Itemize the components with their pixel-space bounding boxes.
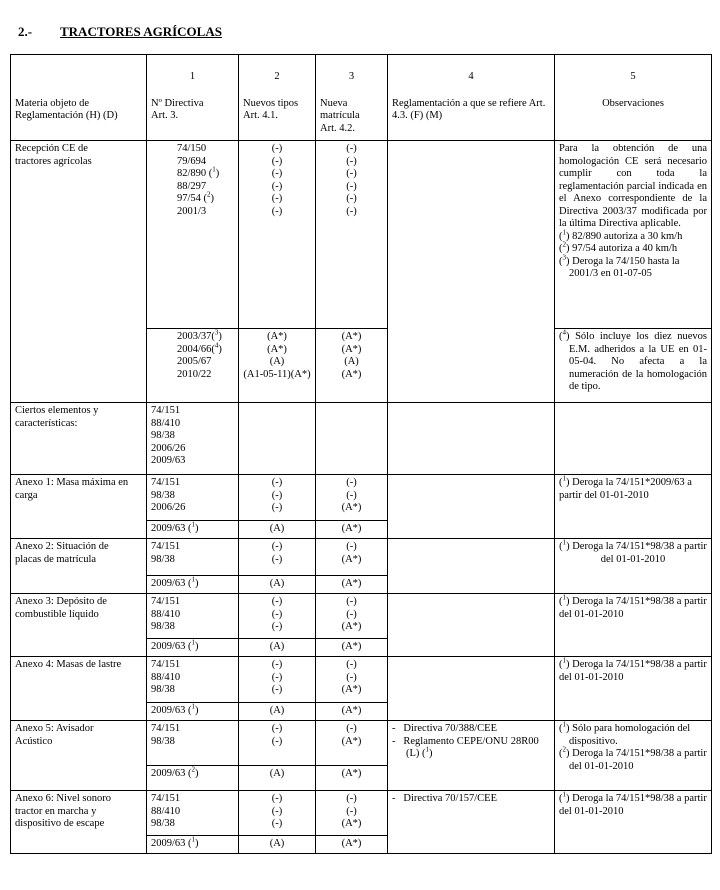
table-row — [11, 403, 712, 475]
table-row: Anexo 6: Nivel sonoro tractor en marcha y dispositivo de escape 74/151 88/410 98/38 (-) (-) (-) (-) (-) (A*) - Directiva 70/157/CEE ($^1$) Deroga la 74/151*98/38 a partir del 01-01-2010 — [11, 791, 712, 836]
nuevos-tipos-cell: (A*) (A*) (A) (A1-05-11)(A*) — [239, 329, 316, 403]
header-col-nuevos-tipos: 2 Nuevos tipos Art. 4.1. — [239, 55, 316, 141]
header-col-reglamentacion: 4 Reglamentación a que se refiere Art. 4.3. (F) (M) — [388, 55, 555, 141]
materia-cell: Anexo 1: Masa máxima en carga — [11, 475, 147, 539]
materia-cell: Recepción CE de tractores agrícolas — [11, 141, 147, 403]
section-heading — [18, 24, 222, 40]
table-row: 2009/63 ($^1$) (A) (A*) — [11, 836, 712, 854]
directiva-cell: 74/151 98/38 2006/26 — [147, 475, 239, 521]
observaciones-cell: ($^1$) Sólo para homologación del dispositivo. ($^2$) Deroga la 74/151*98/38 a partir del 01-01-2010 — [555, 721, 712, 791]
materia-cell: Anexo 2: Situación de placas de matrícula — [11, 539, 147, 594]
table-row: Anexo 3: Depósito de combustible líquido 74/151 88/410 98/38 (-) (-) (-) (-) (-) (A*) ($^1$) Deroga la 74/151*98/38 a partir del 01-01-2010 — [11, 594, 712, 639]
regulation-table — [10, 54, 712, 854]
directiva-cell: 2003/37($^3$) 2004/66($^4$) 2005/67 2010/22 — [147, 329, 239, 403]
nueva-matricula-cell: (A*) (A*) (A) (A*) — [316, 329, 388, 403]
observaciones-cell: ($^1$) Deroga la 74/151*98/38 a partir del 01-01-2010 — [555, 657, 712, 721]
table-row: 2009/63 ($^1$) (A) (A*) — [11, 639, 712, 657]
table-row: 2009/63 ($^1$) (A) (A*) — [11, 576, 712, 594]
materia-cell: Anexo 3: Depósito de combustible líquido — [11, 594, 147, 657]
table-row: 2009/63 ($^2$) (A) (A*) — [11, 766, 712, 791]
header-row — [11, 55, 712, 141]
reglamentacion-cell: - Directiva 70/388/CEE - Reglamento CEPE/ONU 28R00 (L) ($^1$) — [388, 721, 555, 791]
reglamentacion-cell: - Directiva 70/157/CEE — [388, 791, 555, 854]
directiva-cell: 74/151 88/410 98/38 2006/26 2009/63 — [147, 403, 239, 475]
table-row: 2009/63 ($^1$) (A) (A*) — [11, 703, 712, 721]
materia-cell: Ciertos elementos y características: — [11, 403, 147, 475]
observaciones-cell: ($^1$) Deroga la 74/151*98/38 a partir del 01-01-2010 — [555, 791, 712, 854]
observaciones-cell: ($^1$) Deroga la 74/151*98/38 a partir del 01-01-2010 — [555, 594, 712, 657]
table-row: Anexo 5: Avisador Acústico 74/151 98/38 (-) (-) (-) (A*) - Directiva 70/388/CEE - Reglamento CEPE/ONU 28R00 (L) ($^1$) ($^1$) Sólo para homologación del dispositivo. ($^2$) Deroga la 74/151*98/38 a partir del 01-01-2010 — [11, 721, 712, 766]
header-col-observaciones: 5 Observaciones — [555, 55, 712, 141]
materia-cell: Anexo 4: Masas de lastre — [11, 657, 147, 721]
table-row — [11, 141, 712, 329]
table-row: Anexo 4: Masas de lastre 74/151 88/410 98/38 (-) (-) (-) (-) (-) (A*) ($^1$) Deroga la 74/151*98/38 a partir del 01-01-2010 — [11, 657, 712, 703]
observaciones-cell: Para la obtención de una homologación CE será necesario cumplir con toda la reglamentación parcial indicada en el Anexo correspondiente de la Directiva 2003/37 modificada por la última Directiva aplicable. ($^1$) 82/890 autoriza a 30 km/h ($^2$) 97/54 autoriza a 40 km/h ($^3$) Deroga la 74/150 hasta la 2001/3 en 01-07-05 — [555, 141, 712, 329]
materia-cell: Anexo 5: Avisador Acústico — [11, 721, 147, 791]
nuevos-tipos-cell: (-) (-) (-) (-) (-) (-) — [239, 141, 316, 329]
nueva-matricula-cell: (-) (-) (-) (-) (-) (-) — [316, 141, 388, 329]
observaciones-cell: ($^1$) Deroga la 74/151*2009/63 a partir del 01-01-2010 — [555, 475, 712, 539]
header-col-nueva-matricula: 3 Nueva matrícula Art. 4.2. — [316, 55, 388, 141]
header-col-directiva: 1 Nº Directiva Art. 3. — [147, 55, 239, 141]
observaciones-cell: ($^4$) Sólo incluye los diez nuevos E.M. adheridos a la UE en 01-05-04. No afecta a la numeración de la homologación de tipo. — [555, 329, 712, 403]
table-row: Anexo 1: Masa máxima en carga 74/151 98/38 2006/26 (-) (-) (-) (-) (-) (A*) ($^1$) Deroga la 74/151*2009/63 a partir del 01-01-2010 — [11, 475, 712, 521]
section-number: 2.- — [18, 24, 33, 39]
reglamentacion-cell — [388, 141, 555, 403]
materia-cell: Anexo 6: Nivel sonoro tractor en marcha y dispositivo de escape — [11, 791, 147, 854]
header-col-materia: Materia objeto de Reglamentación (H) (D) — [11, 55, 147, 141]
directiva-cell: 74/150 79/694 82/890 ($^1$) 88/297 97/54 ($^2$) 2001/3 — [147, 141, 239, 329]
table-row: Anexo 2: Situación de placas de matrícula 74/151 98/38 (-) (-) (-) (A*) ($^1$) Deroga la 74/151*98/38 a partir del 01-01-2010 — [11, 539, 712, 576]
observaciones-cell: ($^1$) Deroga la 74/151*98/38 a partir del 01-01-2010 — [555, 539, 712, 594]
section-title: TRACTORES AGRÍCOLAS — [60, 24, 222, 39]
table-row: 2009/63 ($^1$) (A) (A*) — [11, 521, 712, 539]
